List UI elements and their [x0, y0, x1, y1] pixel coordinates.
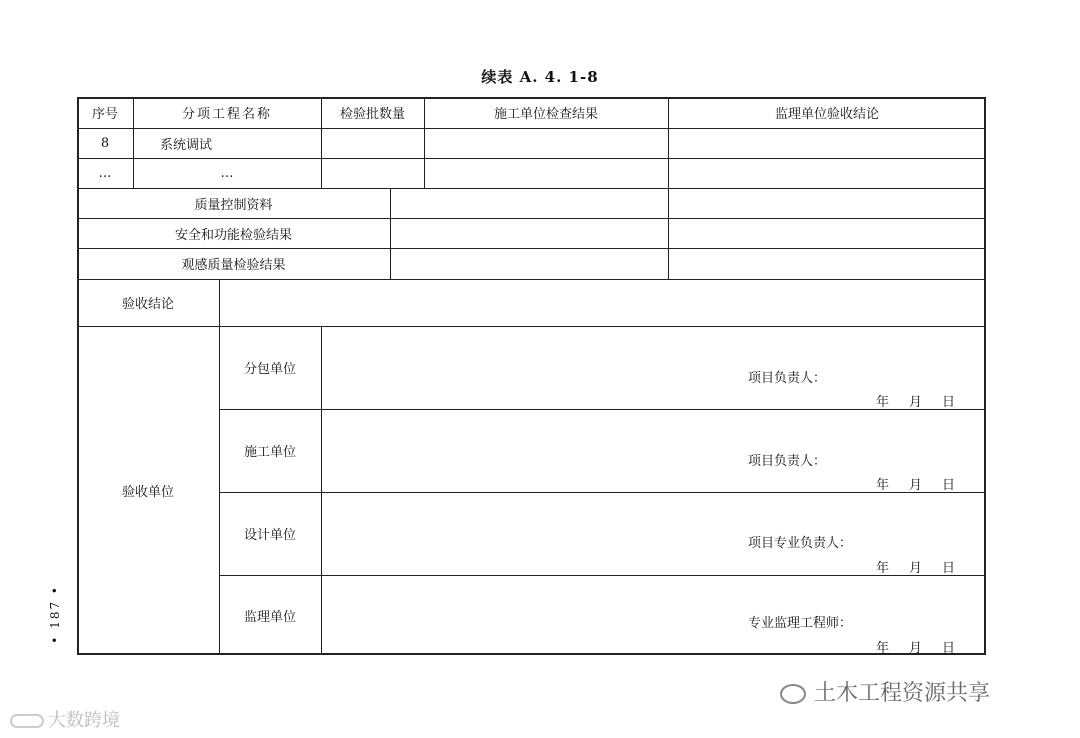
row-divider: [219, 575, 986, 576]
logo-icon: [10, 714, 44, 728]
date-line: [876, 557, 955, 576]
row-divider: [219, 409, 986, 410]
row-seq: 8: [100, 135, 110, 151]
month-label: 月: [909, 561, 923, 576]
signer-label: 专业监理工程师：: [748, 616, 853, 631]
year-label: 年: [876, 641, 890, 656]
row-seq: …: [98, 165, 112, 181]
year-label: 年: [876, 478, 890, 493]
watermark-right-text: 土木工程资源共享: [814, 681, 991, 706]
col-divider: [390, 188, 391, 279]
day-label: 日: [942, 561, 956, 576]
row-item-name: 系统调试: [160, 137, 213, 153]
page-number: • 187 •: [48, 585, 62, 644]
year-label: 年: [876, 395, 890, 410]
header-contractor-result: 施工单位检查结果: [493, 107, 598, 122]
date-line: [876, 474, 955, 493]
year-label: 年: [876, 561, 890, 576]
header-supervisor-conclusion: 监理单位验收结论: [774, 107, 879, 122]
month-label: 月: [909, 395, 923, 410]
month-label: 月: [909, 641, 923, 656]
unit-designer: 设计单位: [243, 528, 296, 543]
unit-supervisor: 监理单位: [243, 609, 296, 625]
day-label: 日: [942, 641, 956, 656]
header-seq: 序号: [91, 107, 118, 122]
row-divider: [77, 128, 986, 129]
header-batch-count: 检验批数量: [339, 107, 405, 122]
date-line: [876, 391, 955, 410]
wechat-icon: [780, 684, 806, 704]
row-item-name: …: [220, 165, 234, 181]
day-label: 日: [942, 395, 956, 410]
signer-label: 项目负责人：: [748, 454, 827, 469]
units-label: 验收单位: [121, 485, 174, 500]
signer-label: 项目专业负责人：: [748, 536, 853, 551]
watermark-left-text: 大数跨境: [48, 710, 120, 731]
header-item-name: 分项工程名称: [181, 107, 272, 122]
row-divider: [219, 492, 986, 493]
watermark-right: [780, 676, 990, 707]
conclusion-label: 验收结论: [121, 297, 174, 312]
summary-appearance: 观感质量检验结果: [181, 258, 286, 273]
unit-contractor: 施工单位: [243, 445, 296, 460]
unit-subcontractor: 分包单位: [243, 362, 296, 377]
summary-safety-function: 安全和功能检验结果: [174, 227, 292, 243]
day-label: 日: [942, 478, 956, 493]
month-label: 月: [909, 478, 923, 493]
summary-quality-docs: 质量控制资料: [194, 197, 273, 213]
signer-label: 项目负责人：: [748, 371, 827, 386]
date-line: [876, 637, 955, 656]
table-title: 续表 A. 4. 1-8: [481, 68, 599, 86]
watermark-left: [10, 706, 120, 732]
col-divider: [321, 326, 322, 655]
